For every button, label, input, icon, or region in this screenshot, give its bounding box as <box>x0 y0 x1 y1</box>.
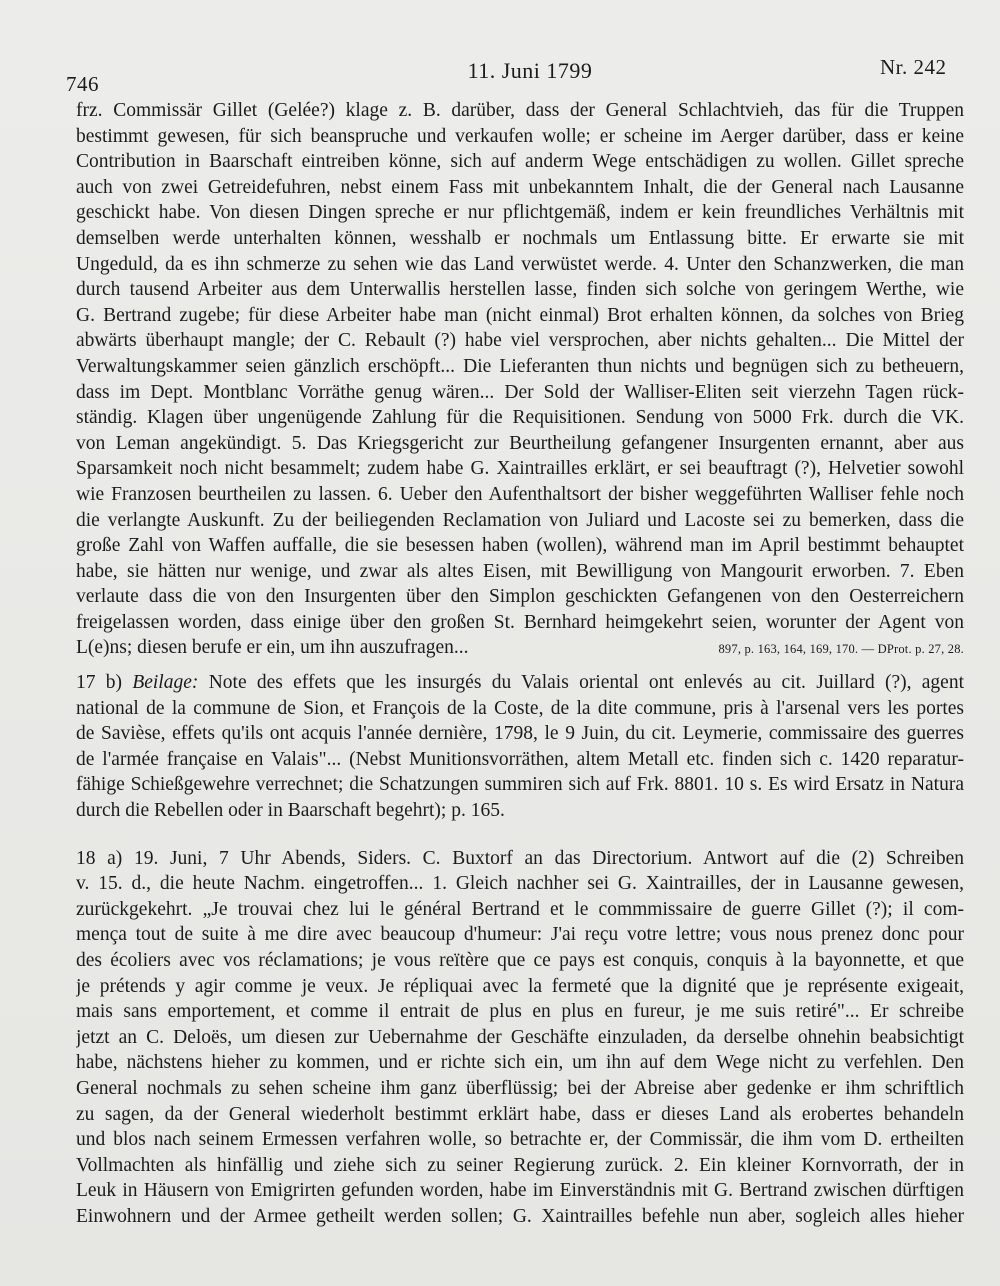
text-line: wie Franzosen beurtheilen zu lassen. 6. Ueber den Aufenthaltsort der bisher weggeführten Walliser fehle noch <box>76 483 964 505</box>
text-line: G. Bertrand zugebe; für diese Arbeiter habe man (nicht einmal) Brot erhalten können, da solches von Brieg <box>76 304 964 326</box>
text-line: Sparsamkeit noch nicht besammelt; zudem habe G. Xaintrailles erklärt, er sei beauftragt (?), Helvetier sowohl <box>76 458 964 480</box>
text-line: Leuk in Häusern von Emigrirten gefunden worden, habe im Einverständnis mit G. Bertrand zwischen dürftigen <box>76 1180 964 1202</box>
text-line: Verwaltungskammer seien gänzlich erschöpft... Die Lieferanten thun nichts und begnügen sich zu betheuern, <box>76 355 964 377</box>
text-line: frz. Commissär Gillet (Gelée?) klage z. B. darüber, dass der General Schlachtvieh, das für die Truppen <box>76 100 964 121</box>
text-fragment: Note des effets que les insurgés du Valais oriental ont enlevés au cit. Juillard (?), agent <box>208 672 964 693</box>
text-line: freigelassen worden, dass einige über den großen St. Bernhard heimgekehrt seien, worunter der Agent von <box>76 611 964 633</box>
document-number: Nr. 242 <box>880 55 947 79</box>
page-number: 746 <box>66 72 99 96</box>
text-line: v. 15. d., die heute Nachm. eingetroffen... 1. Gleich nachher sei G. Xaintrailles, der in Lausanne gewesen, <box>76 873 964 895</box>
document-body <box>76 98 964 1229</box>
text-line: durch die Rebellen oder in Baarschaft begehrt); p. 165. <box>76 799 505 821</box>
text-line: habe, nächstens hieher zu kommen, und er richte sich ein, um ihn auf dem Wege nicht zu verfehlen. Den <box>76 1052 964 1074</box>
text-line: 18 a) 19. Juni, 7 Uhr Abends, Siders. C. Buxtorf an das Directorium. Antwort auf die (2) Schreiben <box>76 847 964 869</box>
text-line: Contribution in Baarschaft eintreiben könne, sich auf anderm Wege entschädigen zu wollen. Gillet spreche <box>76 151 964 173</box>
text-line: Ungeduld, da es ihn schmerze zu sehen wie das Land verwüstet werde. 4. Unter den Schanzwerken, die man <box>76 253 964 275</box>
paragraph-buxtorf-letter <box>76 846 964 1230</box>
text-line: verlaute dass die von den Insurgenten über den Simplon geschickten Gefangenen von den Oesterreichern <box>76 586 964 608</box>
text-line: zu sagen, da der General wiederholt bestimmt erklärt habe, dass er dieses Land als erobertes behandeln <box>76 1103 964 1125</box>
paragraph-commissar-report <box>76 98 964 659</box>
text-line: von Leman angekündigt. 5. Das Kriegsgericht zur Beurtheilung gefangener Insurgenten ernannt, aber aus <box>76 432 964 454</box>
text-line: de Savièse, effets qu'ils ont acquis l'année dernière, 1798, le 9 Juin, du cit. Leymerie, commissaire des guerres <box>76 723 964 745</box>
text-line: durch tausend Arbeiter aus dem Unterwallis herstellen lasse, finden sich solche von geringem Werthe, wie <box>76 279 964 301</box>
text-line: und blos nach seinem Ermessen verfahren wolle, so betrachte er, der Commissär, die ihm vom D. ertheilten <box>76 1129 964 1151</box>
page-header <box>0 0 1000 110</box>
text-line: die verlangte Auskunft. Zu der beiliegenden Reclamation von Juliard und Lacoste sei zu bemerken, dass die <box>76 509 964 531</box>
running-title: 11. Juni 1799 <box>467 58 593 83</box>
text-line: Einwohnern und der Armee getheilt werden sollen; G. Xaintrailles befehle nun aber, sogleich alles hieher <box>76 1205 964 1227</box>
text-line: auch von zwei Getreidefuhren, nebst einem Fass mit unbekanntem Inhalt, die der General nach Lausanne <box>76 176 964 198</box>
text-line: große Zahl von Waffen auffalle, die sie besessen haben (wollen), während man im April bestimmt behauptet <box>76 535 964 557</box>
text-line: jetzt an C. Deloës, um diesen zur Uebernahme der Geschäfte einzuladen, da derselbe ohnehin beabsichtigt <box>76 1026 964 1048</box>
text-line: ständig. Klagen über ungenügende Zahlung für die Requisitionen. Sendung von 5000 Frk. durch die VK. <box>76 407 964 429</box>
text-line: des écoliers avec vos réclamations; je vous reïtère que ce pays est conquis, conquis à la bayonnette, et que <box>76 949 964 971</box>
text-line: dass im Dept. Montblanc Vorräthe genug wären... Der Sold der Walliser-Eliten seit vierzehn Tagen rück- <box>76 381 964 403</box>
text-line: de l'armée française en Valais"... (Nebst Munitionsvorräthen, altem Metall etc. finden sich c. 1420 reparatur- <box>76 748 964 770</box>
text-line <box>76 670 964 696</box>
text-line: L(e)ns; diesen berufe er ein, um ihn auszufragen... <box>76 637 469 659</box>
text-line: national de la commune de Sion, et François de la Coste, de la dite commune, pris à l'arsenal vers les portes <box>76 697 964 719</box>
text-line: je prétends y agir comme je veux. Je répliquai avec la fermeté que la dignité que je représente exigeait, <box>76 975 964 997</box>
text-line: zurückgekehrt. „Je trouvai chez lui le général Bertrand et le commmissaire de guerre Gillet (?); il com- <box>76 898 964 920</box>
text-line: geschickt habe. Von diesen Dingen spreche er nur pflichtgemäß, indem er kein freundliches Verhältnis mit <box>76 202 964 224</box>
text-line: mais sans emportement, et comme il entrait de plus en plus en fureur, je me suis retiré"... Er schreibe <box>76 1001 964 1023</box>
text-line: abwärts überhaupt mangle; der C. Rebault (?) habe viel versprochen, aber nichts gehalten... Die Mittel der <box>76 330 964 352</box>
source-reference: 897, p. 163, 164, 169, 170. — DProt. p. 27, 28. <box>718 642 964 657</box>
entry-label: 17 b) <box>76 672 123 693</box>
paragraph-beilage <box>76 670 964 824</box>
text-line: bestimmt gewesen, für sich beanspruche und verkaufen wolle; er scheine im Aerger darüber, dass er keine <box>76 125 964 147</box>
text-line: habe, sie hätten nur wenige, und zwar als altes Eisen, mit Bewilligung von Mangourit erworben. 7. Eben <box>76 560 964 582</box>
text-line: fähige Schießgewehre verrechnet; die Schatzungen summiren sich auf Frk. 8801. 10 s. Es wird Ersatz in Natura <box>76 774 964 796</box>
beilage-label: Beilage: <box>132 672 199 693</box>
text-line: General nochmals zu sehen scheine ihm ganz überflüssig; bei der Abreise aber gedenke er ihm schriftlich <box>76 1077 964 1099</box>
text-line: demselben werde unterhalten können, wesshalb er nochmals um Entlassung bitte. Er erwarte sie mit <box>76 227 964 249</box>
text-line: mença tout de suite à me dire avec beaucoup d'humeur: J'ai reçu votre lettre; vous nous prenez donc pour <box>76 924 964 946</box>
text-line: Vollmachten als hinfällig und ziehe sich zu seiner Regierung zurück. 2. Ein kleiner Kornvorrath, der in <box>76 1154 964 1176</box>
